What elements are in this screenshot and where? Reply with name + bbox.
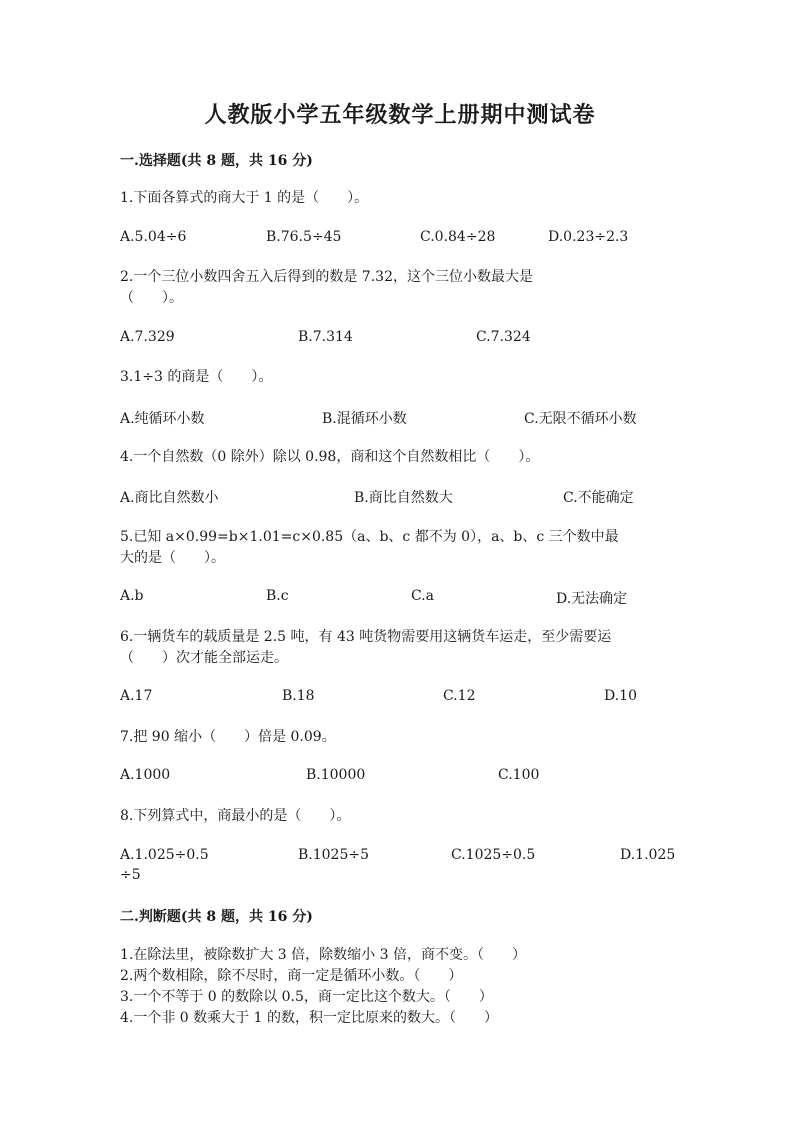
question-8-option-b: B.1025÷5 [298,847,370,863]
question-1: 1.下面各算式的商大于 1 的是（ ）。 [120,190,369,206]
question-6-line-2: （ ）次才能全部运走。 [120,650,288,666]
question-5-option-c: C.a [411,588,435,604]
question-5-line-2: 大的是（ ）。 [120,550,225,566]
question-4-option-a: A.商比自然数小 [120,490,219,506]
question-5-option-b: B.c [266,588,289,604]
question-6-option-d: D.10 [604,688,637,704]
question-8-option-d: D.1.025 [620,847,676,863]
page-title: 人教版小学五年级数学上册期中测试卷 [204,102,596,128]
question-6-option-c: C.12 [443,688,476,704]
question-7-option-b: B.10000 [306,767,366,783]
question-5-option-d: D.无法确定 [556,591,628,607]
judgment-item-3: 3.一个不等于 0 的数除以 0.5，商一定比这个数大。（ ） [120,989,493,1005]
question-4: 4.一个自然数（0 除外）除以 0.98，商和这个自然数相比（ ）。 [120,449,540,465]
question-7-option-a: A.1000 [120,767,171,783]
question-2-line-1: 2.一个三位小数四舍五入后得到的数是 7.32，这个三位小数最大是 [120,269,533,285]
question-1-option-d: D.0.23÷2.3 [548,229,629,245]
question-2-line-2: （ ）。 [120,290,183,306]
question-6-option-a: A.17 [120,688,153,704]
question-4-option-b: B.商比自然数大 [354,490,453,506]
question-2-option-b: B.7.314 [298,329,353,345]
judgment-item-2: 2.两个数相除，除不尽时，商一定是循环小数。（ ） [120,968,463,984]
question-2-option-a: A.7.329 [120,329,175,345]
question-7-option-c: C.100 [498,767,540,783]
section-heading-judgment: 二.判断题(共 8 题，共 16 分) [120,909,313,925]
judgment-item-1: 1.在除法里，被除数扩大 3 倍，除数缩小 3 倍，商不变。（ ） [120,947,526,963]
question-3-option-c: C.无限不循环小数 [524,411,637,427]
question-7: 7.把 90 缩小（ ）倍是 0.09。 [120,729,336,745]
question-5-option-a: A.b [120,588,144,604]
question-6-line-1: 6.一辆货车的载质量是 2.5 吨，有 43 吨货物需要用这辆货车运走，至少需要运 [120,629,612,645]
question-1-option-a: A.5.04÷6 [120,229,187,245]
question-5-line-1: 5.已知 a×0.99=b×1.01=c×0.85（a、b、c 都不为 0），a、b、c 三个数中最 [120,529,619,545]
question-1-option-c: C.0.84÷28 [420,229,496,245]
question-8: 8.下列算式中，商最小的是（ ）。 [120,808,351,824]
question-6-option-b: B.18 [282,688,315,704]
question-2-option-c: C.7.324 [476,329,531,345]
question-4-option-c: C.不能确定 [563,490,634,506]
section-heading-choice: 一.选择题(共 8 题，共 16 分) [120,153,313,169]
question-8-option-c: C.1025÷0.5 [451,847,536,863]
question-3-option-b: B.混循环小数 [322,411,407,427]
question-1-option-b: B.76.5÷45 [266,229,342,245]
question-3: 3.1÷3 的商是（ ）。 [120,369,273,385]
question-8-option-a: A.1.025÷0.5 [120,847,209,863]
question-8-option-d-wrap: ÷5 [120,867,141,883]
question-3-option-a: A.纯循环小数 [120,411,205,427]
judgment-item-4: 4.一个非 0 数乘大于 1 的数，积一定比原来的数大。（ ） [120,1010,498,1026]
